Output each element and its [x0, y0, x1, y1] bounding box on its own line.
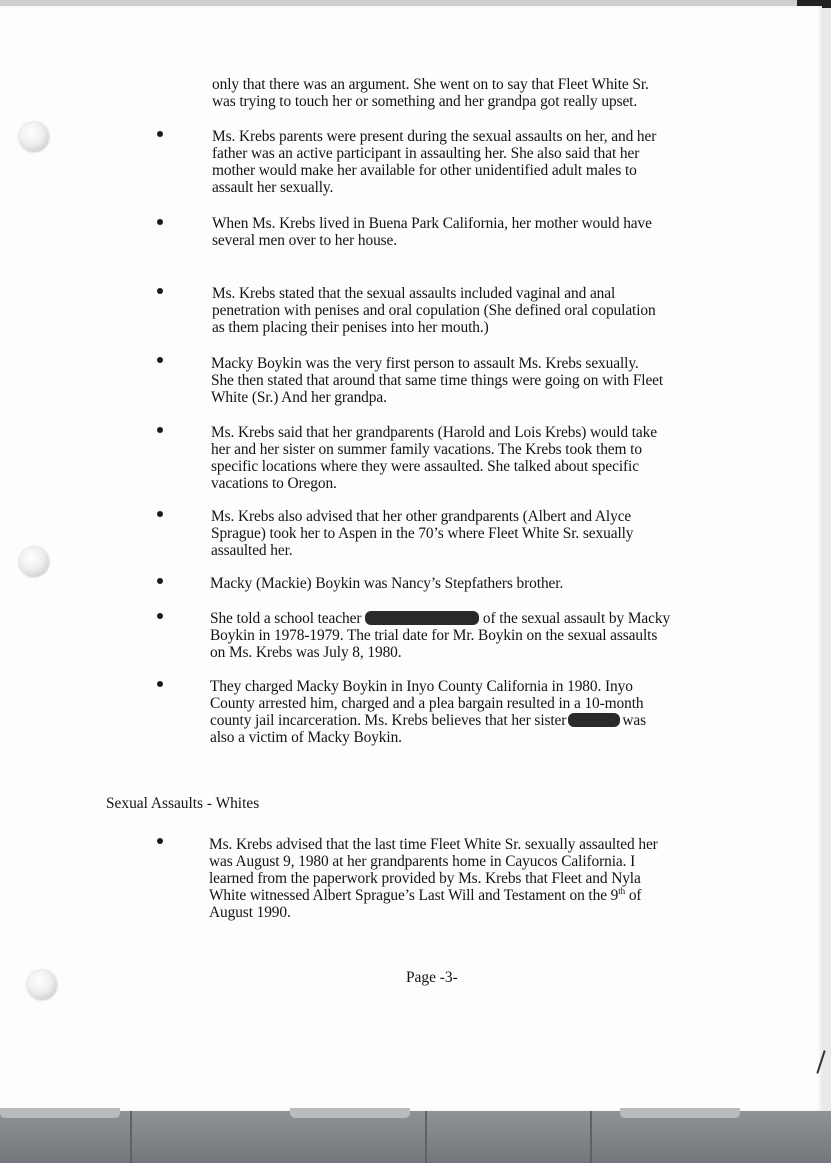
bullet-text-line: August 1990. [209, 904, 291, 921]
bullet-text-line: assaulted her. [211, 542, 293, 559]
bullet-point [157, 613, 163, 619]
bullet-text-line: was August 9, 1980 at her grandparents home in Cayucos California. I [209, 853, 636, 870]
bullet-text-line [209, 887, 641, 904]
bullet-point [157, 681, 163, 687]
bullet-text-line: assault her sexually. [212, 179, 334, 196]
punch-hole-middle [19, 547, 49, 577]
bullet-text-line: as them placing their penises into her mouth.) [212, 319, 489, 336]
bullet-point [157, 219, 163, 225]
bullet-point [157, 357, 163, 363]
bullet-point [157, 288, 163, 294]
scanner-bracket [620, 1108, 740, 1118]
bullet-text-line: on Ms. Krebs was July 8, 1980. [210, 644, 402, 661]
bullet-text-line: father was an active participant in assaulting her. She also said that her [212, 145, 640, 162]
text-segment: county jail incarceration. Ms. Krebs believes that her sister [210, 712, 567, 729]
bullet-text-line: Ms. Krebs advised that the last time Fleet White Sr. sexually assaulted her [209, 836, 658, 853]
scanner-bed [0, 1111, 831, 1163]
bullet-text-line: Ms. Krebs also advised that her other grandparents (Albert and Alyce [211, 508, 632, 525]
bullet-text-line: Sprague) took her to Aspen in the 70’s where Fleet White Sr. sexually [211, 525, 634, 542]
page-number: Page -3- [406, 969, 458, 986]
continuation-line: only that there was an argument. She went on to say that Fleet White Sr. [212, 76, 649, 93]
bullet-text-line: several men over to her house. [212, 232, 398, 249]
bullet-text-line: specific locations where they were assaulted. She talked about specific [211, 458, 639, 475]
bullet-point [157, 427, 163, 433]
scanner-divider [425, 1111, 427, 1163]
bullet-text-line: Macky Boykin was the very first person to assault Ms. Krebs sexually. [211, 355, 639, 372]
redaction-block [568, 713, 620, 727]
bullet-text-line: learned from the paperwork provided by Ms. Krebs that Fleet and Nyla [209, 870, 641, 887]
bullet-text-line: Boykin in 1978-1979. The trial date for Mr. Boykin on the sexual assaults [210, 627, 658, 644]
bullet-text-line [210, 610, 670, 627]
bullet-text-line: penetration with penises and oral copulation (She defined oral copulation [212, 302, 656, 319]
bullet-text-line: also a victim of Macky Boykin. [210, 729, 402, 746]
superscript: th [618, 885, 626, 896]
bullet-text-line: They charged Macky Boykin in Inyo County California in 1980. Inyo [210, 678, 633, 695]
punch-hole-top [19, 122, 49, 152]
bullet-point [157, 578, 163, 584]
bullet-text-line: Ms. Krebs said that her grandparents (Harold and Lois Krebs) would take [211, 424, 657, 441]
bullet-text-line [210, 712, 646, 729]
scanner-divider [590, 1111, 592, 1163]
bullet-point [157, 131, 163, 137]
section-heading: Sexual Assaults - Whites [106, 795, 260, 812]
scanner-divider [130, 1111, 132, 1163]
text-segment: of [625, 887, 642, 904]
bullet-text-line: White (Sr.) And her grandpa. [211, 389, 387, 406]
bullet-text-line: County arrested him, charged and a plea bargain resulted in a 10-month [210, 695, 644, 712]
bullet-text-line: Macky (Mackie) Boykin was Nancy’s Stepfathers brother. [210, 575, 564, 592]
bullet-text-line: vacations to Oregon. [211, 475, 337, 492]
bullet-text-line: When Ms. Krebs lived in Buena Park California, her mother would have [212, 215, 652, 232]
text-segment: was [622, 712, 646, 729]
bullet-point [157, 511, 163, 517]
text-segment: She told a school teacher [210, 610, 362, 627]
bullet-text-line: mother would make her available for other unidentified adult males to [212, 162, 637, 179]
bullet-text-line: Ms. Krebs stated that the sexual assaults included vaginal and anal [212, 285, 616, 302]
scanner-bracket [0, 1108, 120, 1118]
punch-hole-bottom [27, 970, 57, 1000]
bullet-point [157, 838, 163, 844]
redaction-block [365, 611, 479, 625]
continuation-line: was trying to touch her or something and her grandpa got really upset. [212, 93, 638, 110]
scanner-bracket [290, 1108, 410, 1118]
text-segment: White witnessed Albert Sprague’s Last Will and Testament on the 9 [209, 887, 619, 904]
bullet-text-line: her and her sister on summer family vacations. The Krebs took them to [211, 441, 642, 458]
text-segment: of the sexual assault by Macky [482, 610, 671, 627]
bullet-text-line: Ms. Krebs parents were present during the sexual assaults on her, and her [212, 128, 657, 145]
bullet-text-line: She then stated that around that same time things were going on with Fleet [211, 372, 664, 389]
